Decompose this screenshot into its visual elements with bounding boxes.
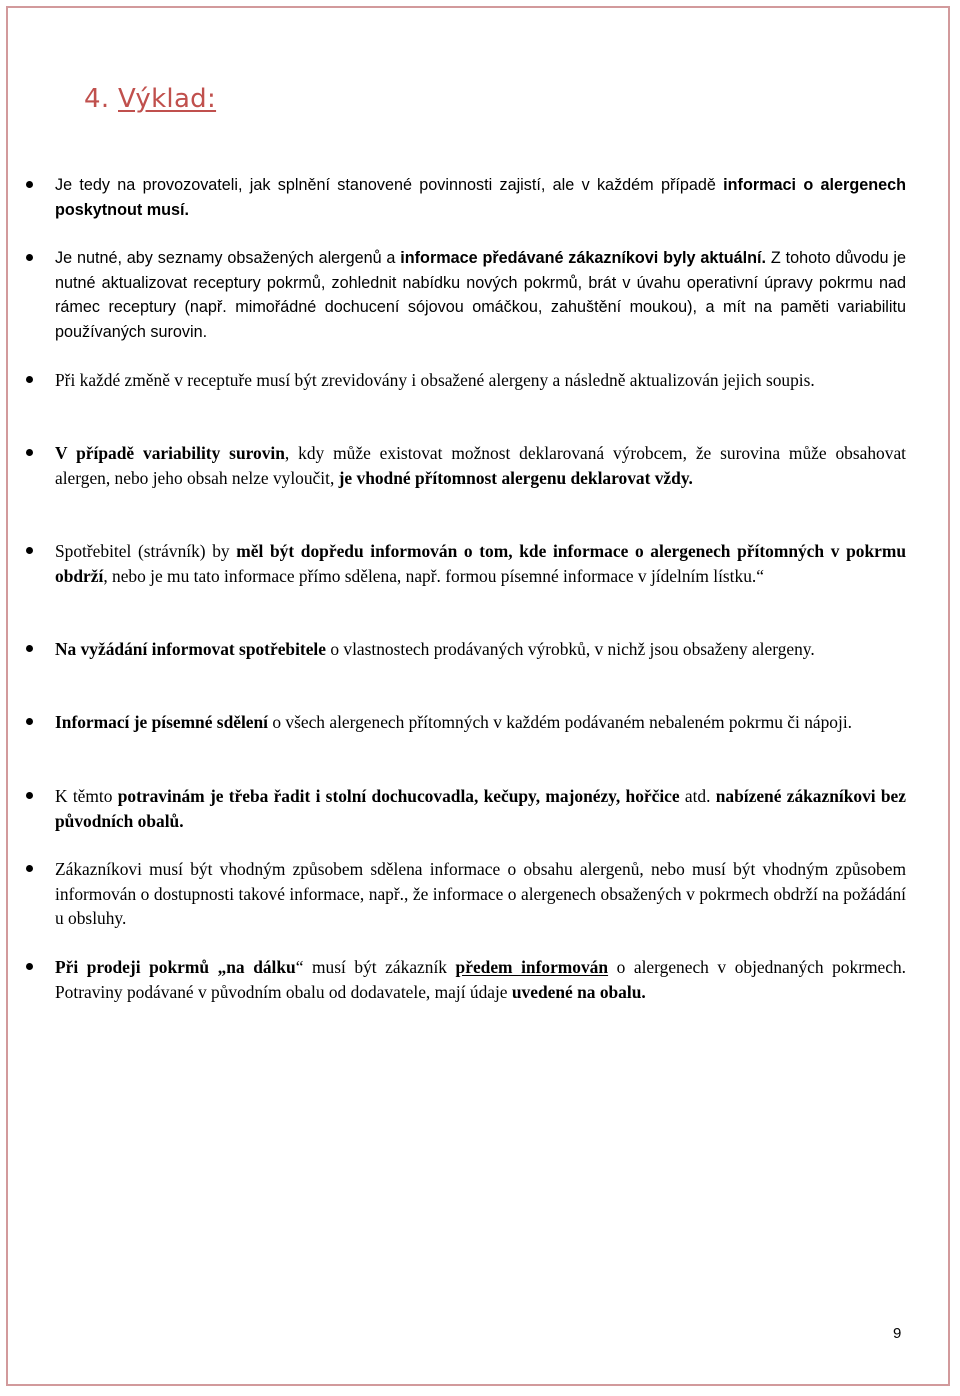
list-item-text: Informací je písemné sdělení o všech alergenech přítomných v každém podávaném nebaleném pokrmu či nápoji. bbox=[55, 712, 853, 732]
list-item-text: K těmto potravinám je třeba řadit i stolní dochucovadla, kečupy, majonézy, hořčice atd. nabízené zákazníkovi bez původních obalů. bbox=[55, 786, 906, 831]
list-item-text: Při prodeji pokrmů „na dálku“ musí být zákazník předem informován o alergenech v objednaných pokrmech. Potraviny podávané v původním obalu od dodavatele, mají údaje uvedené na obalu. bbox=[55, 957, 906, 1002]
bullet-icon bbox=[26, 792, 33, 799]
bullet-icon bbox=[26, 645, 33, 652]
bullet-icon bbox=[26, 449, 33, 456]
list-item-text: Spotřebitel (strávník) by měl být dopředu informován o tom, kde informace o alergenech přítomných v pokrmu obdrží, nebo je mu tato informace přímo sdělena, např. formou písemné informace v jídelním lístku.“ bbox=[55, 541, 907, 586]
list-item-text: Zákazníkovi musí být vhodným způsobem sdělena informace o obsahu alergenů, nebo musí být vhodným způsobem informován o dostupnosti takové informace, např., že informace o alergenech obsažených v pokrmech obdrží na požádání u obsluhy. bbox=[55, 859, 906, 928]
bullet-icon bbox=[26, 547, 33, 554]
heading-text: Výklad: bbox=[118, 84, 217, 114]
bullet-icon bbox=[26, 376, 33, 383]
list-item-text: Na vyžádání informovat spotřebitele o vlastnostech prodávaných výrobků, v nichž jsou obsaženy alergeny. bbox=[55, 639, 815, 659]
bullet-icon bbox=[26, 181, 33, 188]
bullet-icon bbox=[26, 718, 33, 725]
bullet-icon bbox=[26, 254, 33, 261]
section-heading bbox=[84, 84, 216, 114]
heading-number: 4. bbox=[84, 84, 110, 114]
list-item-text: Je nutné, aby seznamy obsažených alergenů a informace předávané zákazníkovi byly aktuální. Z tohoto důvodu je nutné aktualizovat receptury pokrmů, zohlednit nabídku nových pokrmů, brát v úvahu operativní úpravy pokrmu nad rámec receptury (např. mimořádné dochucení sójovou omáčkou, zahuštění moukou), a mít na paměti variabilitu používaných surovin. bbox=[55, 249, 907, 341]
bullet-icon bbox=[26, 963, 33, 970]
bullet-icon bbox=[26, 865, 33, 872]
page-number: 9 bbox=[893, 1325, 902, 1342]
list-item-text: Je tedy na provozovateli, jak splnění stanovené povinnosti zajistí, ale v každém případě informaci o alergenech poskytnout musí. bbox=[55, 176, 907, 219]
list-item-text: V případě variability surovin, kdy může existovat možnost deklarovaná výrobcem, že surovina může obsahovat alergen, nebo jeho obsah nelze vyloučit, je vhodné přítomnost alergenu deklarovat vždy. bbox=[55, 443, 906, 488]
list-item-text: Při každé změně v receptuře musí být zrevidovány i obsažené alergeny a následně aktualizován jejich soupis. bbox=[55, 370, 815, 390]
